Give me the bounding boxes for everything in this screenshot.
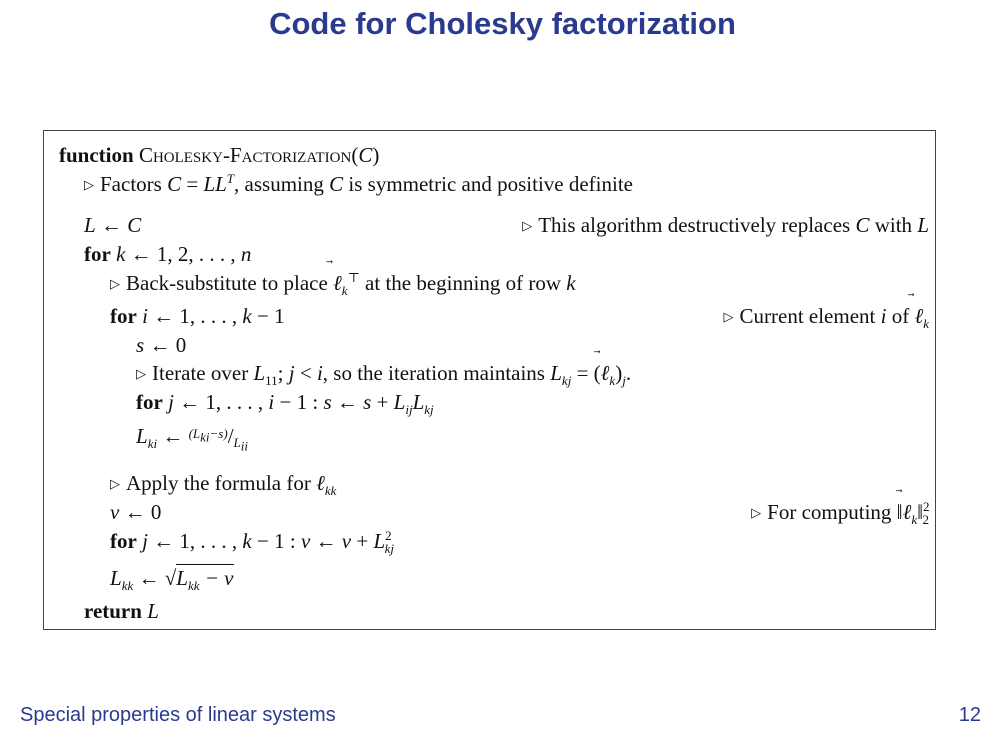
assign-v-zero: v ← 0	[110, 500, 162, 524]
comment-factors: ▷ Factors $C = LL^T$, assuming C is symmetric and positive definite	[84, 171, 633, 196]
algorithm-box	[43, 130, 936, 630]
footer-section-title: Special properties of linear systems	[20, 704, 336, 726]
comment-triangle-icon: ▷	[723, 309, 734, 324]
comment-current-element: ▷ Current element i of ℓ $_k$	[723, 304, 929, 332]
comment-triangle-icon: ▷	[84, 177, 94, 192]
return-statement: return L	[84, 599, 159, 623]
assign-l-ki: $L_{ki}$ ← $^{(L_{ki}-s)}/_{L_{ii}}$	[136, 424, 249, 454]
function-name: Cholesky-Factorization	[138, 143, 352, 167]
loop-k: for k ← 1, 2, . . . , n	[84, 242, 252, 266]
assign-l-kk: $L_{kk}$ ← $√L_{kk} - v$	[110, 566, 234, 594]
comment-triangle-icon: ▷	[522, 218, 533, 233]
page-number: 12	[958, 704, 981, 726]
slide-title: Code for Cholesky factorization	[269, 6, 736, 41]
comment-destructive: ▷ This algorithm destructively replaces C with L	[522, 213, 929, 237]
comment-triangle-icon: ▷	[110, 276, 120, 291]
comment-apply-formula: ▷ Apply the formula for ℓ$_{kk}$	[110, 471, 337, 499]
comment-backsub: ▷ Back-substitute to place ℓ $_k$⊤ at the beginning of row k	[110, 270, 576, 299]
assign-l-c: L ← C	[84, 213, 142, 237]
comment-triangle-icon: ▷	[136, 366, 146, 381]
loop-j: for j ← 1, . . . , i − 1 : s ← $s + L_{ij}L_{kj}$	[136, 390, 434, 418]
loop-i: for i ← 1, . . . , k − 1	[110, 304, 285, 328]
function-header: function Cholesky-Factorization(C)	[59, 143, 380, 167]
keyword-function: function	[59, 143, 134, 167]
comment-triangle-icon: ▷	[751, 505, 762, 520]
comment-computing-norm: ▷ For computing ‖ℓ $_k$‖$^2_2$	[751, 499, 930, 528]
comment-triangle-icon: ▷	[110, 476, 120, 491]
loop-j-norm: for j ← 1, . . . , k − 1 : v ← $v + L^2_{kj}$	[110, 528, 395, 557]
comment-iterate: ▷ Iterate over $L_{11}$; j < i, so the iteration maintains $L_{kj}$ = (ℓ $_k)_j$.	[136, 361, 632, 389]
assign-s-zero: s ← 0	[136, 333, 187, 357]
